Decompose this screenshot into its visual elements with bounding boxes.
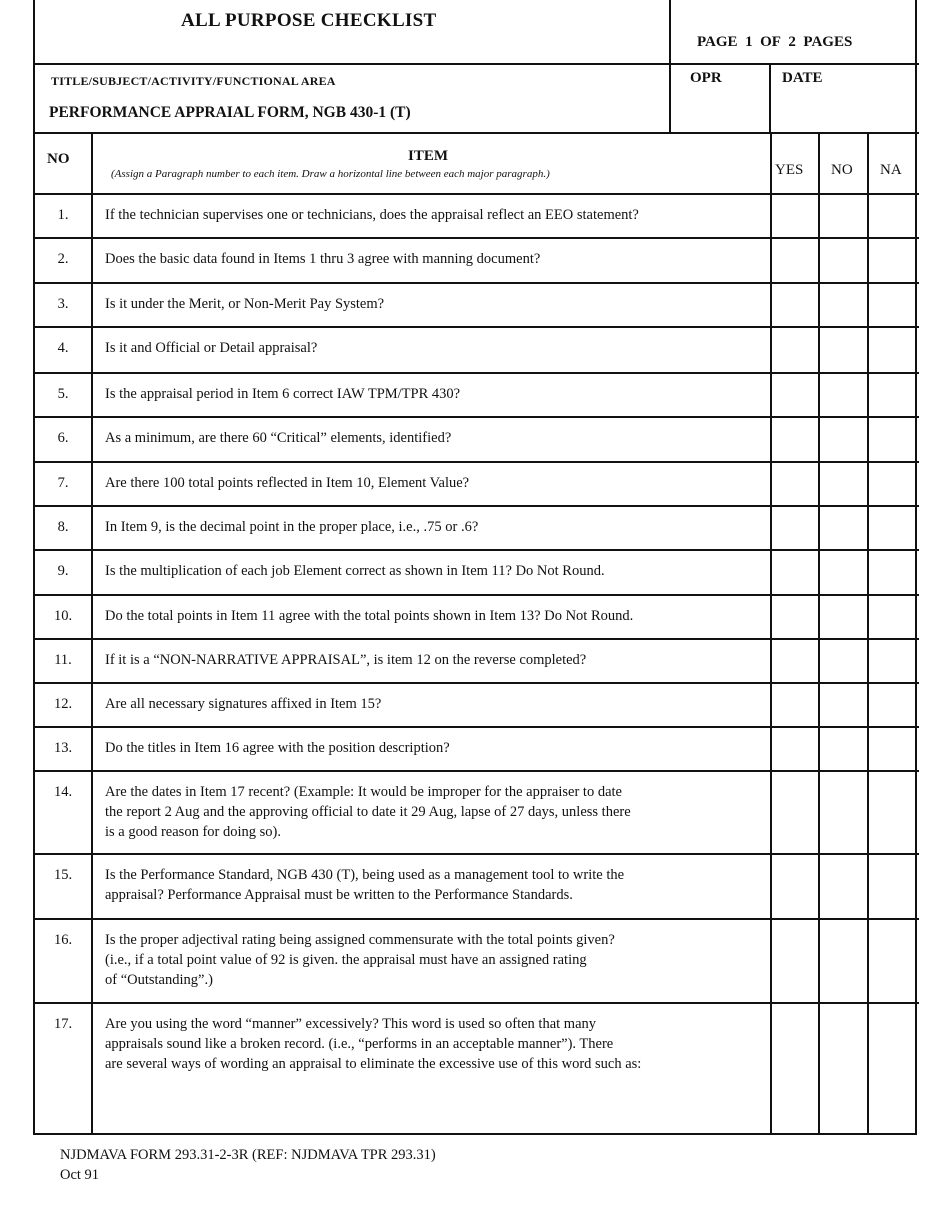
no-cell[interactable]: [820, 684, 866, 726]
item-number: 9.: [57, 563, 69, 579]
no-cell[interactable]: [820, 463, 866, 505]
item-number: 6.: [57, 430, 69, 446]
item-number: 2.: [57, 251, 69, 267]
na-cell[interactable]: [869, 920, 917, 1002]
row-divider: [35, 416, 919, 418]
item-text: appraisals sound like a broken record. (i.e., “performs in an acceptable manner”). There: [105, 1036, 614, 1052]
row-divider: [35, 461, 919, 463]
row-divider: [35, 726, 919, 728]
na-cell[interactable]: [869, 418, 917, 461]
no-cell[interactable]: [820, 640, 866, 682]
yes-cell[interactable]: [772, 374, 818, 416]
row-divider: [35, 549, 919, 551]
page-indicator: [697, 34, 852, 51]
row-divider: [35, 326, 919, 328]
item-text: Does the basic data found in Items 1 thru 3 agree with manning document?: [105, 251, 541, 267]
no-cell[interactable]: [820, 728, 866, 770]
item-text: Is the proper adjectival rating being assigned commensurate with the total points given?: [105, 932, 615, 948]
item-text: If the technician supervises one or technicians, does the appraisal reflect an EEO statement?: [105, 207, 639, 223]
no-cell[interactable]: [820, 772, 866, 853]
no-cell[interactable]: [820, 507, 866, 549]
na-cell[interactable]: [869, 1004, 917, 1133]
checklist-form: [33, 0, 917, 1135]
item-text: Is the appraisal period in Item 6 correct IAW TPM/TPR 430?: [105, 386, 461, 402]
no-cell[interactable]: [820, 328, 866, 372]
item-text: (i.e., if a total point value of 92 is given. the appraisal must have an assigned rating: [105, 952, 587, 968]
page-label: PAGE: [697, 34, 738, 50]
item-text: Is it and Official or Detail appraisal?: [105, 340, 318, 356]
col-no-answer-header: NO: [831, 162, 853, 178]
yes-cell[interactable]: [772, 920, 818, 1002]
item-text: is a good reason for doing so).: [105, 824, 281, 840]
na-cell[interactable]: [869, 374, 917, 416]
row-divider: [35, 638, 919, 640]
col-na-header: NA: [880, 162, 902, 178]
item-number: 13.: [53, 740, 73, 756]
na-cell[interactable]: [869, 596, 917, 638]
item-text: Are the dates in Item 17 recent? (Example: It would be improper for the appraiser to date: [105, 784, 622, 800]
subject-label: TITLE/SUBJECT/ACTIVITY/FUNCTIONAL AREA: [51, 74, 336, 88]
opr-label: OPR: [690, 70, 722, 86]
yes-cell[interactable]: [772, 463, 818, 505]
item-text: of “Outstanding”.): [105, 972, 213, 988]
yes-cell[interactable]: [772, 640, 818, 682]
na-cell[interactable]: [869, 463, 917, 505]
no-cell[interactable]: [820, 855, 866, 918]
item-number: 1.: [57, 207, 69, 223]
item-text: Are you using the word “manner” excessively? This word is used so often that many: [105, 1016, 597, 1032]
item-text: Do the titles in Item 16 agree with the position description?: [105, 740, 450, 756]
yes-cell[interactable]: [772, 596, 818, 638]
item-text: appraisal? Performance Appraisal must be written to the Performance Standards.: [105, 887, 573, 903]
item-number: 16.: [53, 932, 73, 948]
item-number: 12.: [53, 696, 73, 712]
row-divider: [35, 237, 919, 239]
item-text: As a minimum, are there 60 “Critical” elements, identified?: [105, 430, 452, 446]
na-cell[interactable]: [869, 551, 917, 594]
no-cell[interactable]: [820, 418, 866, 461]
yes-cell[interactable]: [772, 507, 818, 549]
item-number: 14.: [53, 784, 73, 800]
na-cell[interactable]: [869, 239, 917, 282]
no-cell[interactable]: [820, 374, 866, 416]
yes-cell[interactable]: [772, 684, 818, 726]
item-number: 3.: [57, 296, 69, 312]
subject-value: PERFORMANCE APPRAIAL FORM, NGB 430-1 (T): [49, 104, 411, 121]
item-number: 17.: [53, 1016, 73, 1032]
na-cell[interactable]: [869, 855, 917, 918]
row-divider: [35, 770, 919, 772]
na-cell[interactable]: [869, 284, 917, 326]
item-text: Is it under the Merit, or Non-Merit Pay System?: [105, 296, 385, 312]
no-cell[interactable]: [820, 1004, 866, 1133]
pages-label: PAGES: [803, 34, 853, 50]
item-text: Is the multiplication of each job Element correct as shown in Item 11? Do Not Round.: [105, 563, 605, 579]
item-text: are several ways of wording an appraisal to eliminate the excessive use of this word such as:: [105, 1056, 642, 1072]
item-number: 7.: [57, 475, 69, 491]
date-label: DATE: [782, 70, 823, 86]
page-total: 2: [788, 34, 796, 50]
item-text: Is the Performance Standard, NGB 430 (T), being used as a management tool to write the: [105, 867, 625, 883]
row-divider: [35, 682, 919, 684]
no-cell[interactable]: [820, 596, 866, 638]
form-date: Oct 91: [60, 1167, 100, 1183]
yes-cell[interactable]: [772, 728, 818, 770]
yes-cell[interactable]: [772, 855, 818, 918]
yes-cell[interactable]: [772, 328, 818, 372]
row-divider: [35, 505, 919, 507]
na-cell[interactable]: [869, 640, 917, 682]
na-cell[interactable]: [869, 328, 917, 372]
no-cell[interactable]: [820, 195, 866, 237]
item-text: Do the total points in Item 11 agree with the total points shown in Item 13? Do Not Round.: [105, 608, 634, 624]
yes-cell[interactable]: [772, 418, 818, 461]
row-divider: [35, 372, 919, 374]
form-title: ALL PURPOSE CHECKLIST: [181, 10, 437, 31]
item-number: 5.: [57, 386, 69, 402]
col-yes-header: YES: [775, 162, 804, 178]
col-item-note: (Assign a Paragraph number to each item. Draw a horizontal line between each major paragraph.): [111, 168, 550, 180]
na-cell[interactable]: [869, 728, 917, 770]
row-divider: [35, 594, 919, 596]
yes-cell[interactable]: [772, 284, 818, 326]
no-cell[interactable]: [820, 920, 866, 1002]
col-item-header: ITEM: [408, 148, 449, 164]
no-cell[interactable]: [820, 284, 866, 326]
item-text: Are there 100 total points reflected in Item 10, Element Value?: [105, 475, 470, 491]
row-divider: [35, 193, 919, 195]
col-no-header: NO: [47, 151, 70, 167]
yes-cell[interactable]: [772, 195, 818, 237]
item-text: the report 2 Aug and the approving official to date it 29 Aug, lapse of 27 days, unless there: [105, 804, 631, 820]
row-divider: [35, 918, 919, 920]
item-text: Are all necessary signatures affixed in Item 15?: [105, 696, 382, 712]
row-divider: [35, 1002, 919, 1004]
row-divider: [35, 853, 919, 855]
na-cell[interactable]: [869, 507, 917, 549]
no-cell[interactable]: [820, 551, 866, 594]
item-text: If it is a “NON-NARRATIVE APPRAISAL”, is item 12 on the reverse completed?: [105, 652, 587, 668]
na-cell[interactable]: [869, 772, 917, 853]
item-number: 10.: [53, 608, 73, 624]
no-cell[interactable]: [820, 239, 866, 282]
na-cell[interactable]: [869, 195, 917, 237]
na-cell[interactable]: [869, 684, 917, 726]
item-number: 11.: [54, 652, 72, 668]
page-number: 1: [745, 34, 753, 50]
row-divider: [35, 282, 919, 284]
item-number: 15.: [53, 867, 73, 883]
of-label: OF: [760, 34, 781, 50]
yes-cell[interactable]: [772, 772, 818, 853]
item-text: In Item 9, is the decimal point in the proper place, i.e., .75 or .6?: [105, 519, 479, 535]
yes-cell[interactable]: [772, 551, 818, 594]
form-id: NJDMAVA FORM 293.31-2-3R (REF: NJDMAVA TPR 293.31): [60, 1147, 436, 1163]
yes-cell[interactable]: [772, 239, 818, 282]
item-number: 4.: [57, 340, 69, 356]
item-number: 8.: [57, 519, 69, 535]
yes-cell[interactable]: [772, 1004, 818, 1133]
